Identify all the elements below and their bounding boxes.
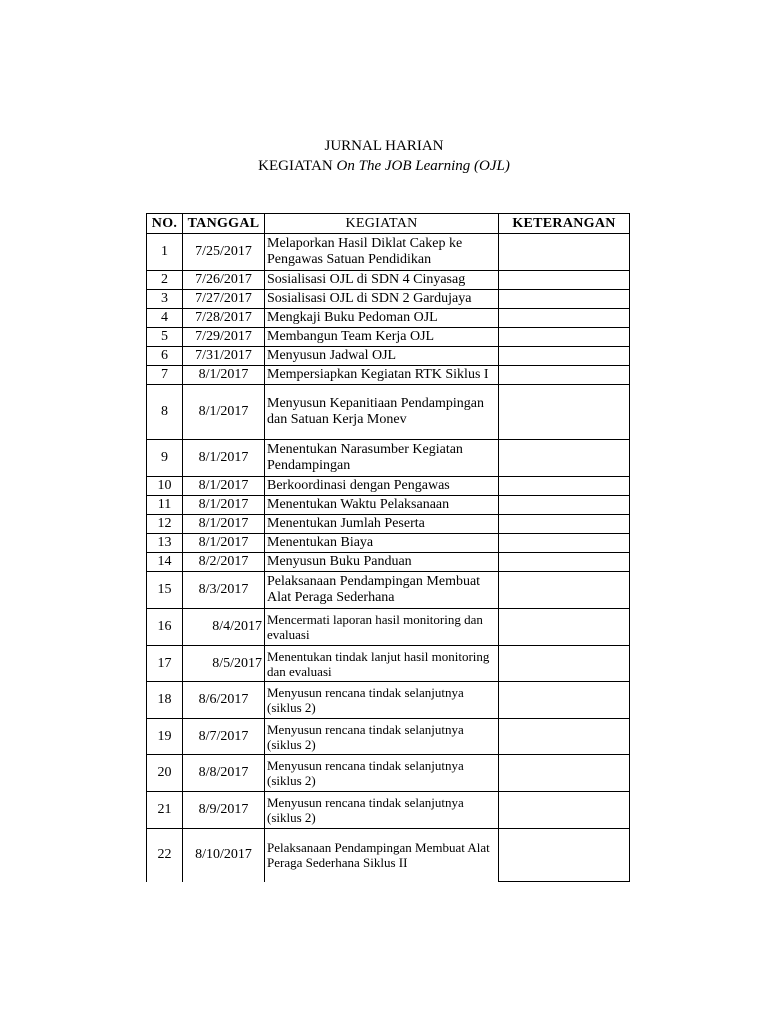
row-activity: Pelaksanaan Pendampingan Membuat Alat Peraga Sederhana Siklus II <box>265 829 499 882</box>
row-activity: Menyusun Jadwal OJL <box>265 347 499 366</box>
row-note <box>499 534 630 553</box>
row-activity: Menentukan tindak lanjut hasil monitoring dan evaluasi <box>265 646 499 682</box>
row-date: 7/29/2017 <box>183 328 265 347</box>
row-activity: Menyusun rencana tindak selanjutnya (siklus 2) <box>265 755 499 792</box>
row-activity: Menyusun rencana tindak selanjutnya (siklus 2) <box>265 719 499 755</box>
table-row <box>147 553 630 572</box>
table-row <box>147 829 630 882</box>
row-date: 7/26/2017 <box>183 271 265 290</box>
row-number: 19 <box>147 719 183 755</box>
row-number: 1 <box>147 234 183 271</box>
row-activity: Sosialisasi OJL di SDN 2 Gardujaya <box>265 290 499 309</box>
row-note <box>499 496 630 515</box>
row-date: 8/1/2017 <box>183 477 265 496</box>
journal-table <box>146 213 630 882</box>
row-date: 8/10/2017 <box>183 829 265 882</box>
row-date: 8/1/2017 <box>183 534 265 553</box>
row-activity: Menyusun rencana tindak selanjutnya (siklus 2) <box>265 792 499 829</box>
row-note <box>499 829 630 882</box>
row-note <box>499 646 630 682</box>
header-no: NO. <box>147 214 183 234</box>
row-number: 18 <box>147 682 183 719</box>
table-body <box>147 234 630 882</box>
row-number: 10 <box>147 477 183 496</box>
row-note <box>499 719 630 755</box>
row-number: 22 <box>147 829 183 882</box>
row-activity: Menyusun Kepanitiaan Pendampingan dan Satuan Kerja Monev <box>265 385 499 440</box>
row-date: 8/5/2017 <box>183 646 265 682</box>
header-note: KETERANGAN <box>499 214 630 234</box>
row-number: 9 <box>147 440 183 477</box>
row-activity: Mencermati laporan hasil monitoring dan evaluasi <box>265 609 499 646</box>
row-activity: Membangun Team Kerja OJL <box>265 328 499 347</box>
row-date: 7/27/2017 <box>183 290 265 309</box>
table-row <box>147 440 630 477</box>
table-row <box>147 309 630 328</box>
row-note <box>499 234 630 271</box>
row-note <box>499 477 630 496</box>
subtitle-prefix: KEGIATAN <box>258 158 333 174</box>
row-date: 8/1/2017 <box>183 515 265 534</box>
row-note <box>499 609 630 646</box>
table-row <box>147 290 630 309</box>
row-note <box>499 366 630 385</box>
table-row <box>147 534 630 553</box>
table-row <box>147 477 630 496</box>
row-date: 8/6/2017 <box>183 682 265 719</box>
row-date: 8/2/2017 <box>183 553 265 572</box>
row-activity: Menentukan Waktu Pelaksanaan <box>265 496 499 515</box>
row-note <box>499 755 630 792</box>
row-number: 17 <box>147 646 183 682</box>
row-date: 8/9/2017 <box>183 792 265 829</box>
row-date: 8/8/2017 <box>183 755 265 792</box>
header-date: TANGGAL <box>183 214 265 234</box>
document-title: JURNAL HARIAN <box>324 138 444 154</box>
table-row <box>147 328 630 347</box>
row-number: 3 <box>147 290 183 309</box>
row-activity: Menentukan Biaya <box>265 534 499 553</box>
row-number: 13 <box>147 534 183 553</box>
table-row <box>147 682 630 719</box>
row-note <box>499 553 630 572</box>
table-row <box>147 719 630 755</box>
table-row <box>147 609 630 646</box>
row-activity: Menentukan Narasumber Kegiatan Pendampingan <box>265 440 499 477</box>
row-number: 2 <box>147 271 183 290</box>
table-row <box>147 347 630 366</box>
table-header-row <box>147 214 630 234</box>
row-note <box>499 385 630 440</box>
table-row <box>147 515 630 534</box>
header-activity: KEGIATAN <box>265 214 499 234</box>
row-activity: Menyusun rencana tindak selanjutnya (siklus 2) <box>265 682 499 719</box>
row-number: 7 <box>147 366 183 385</box>
row-number: 6 <box>147 347 183 366</box>
row-number: 20 <box>147 755 183 792</box>
row-activity: Mengkaji Buku Pedoman OJL <box>265 309 499 328</box>
row-date: 7/28/2017 <box>183 309 265 328</box>
row-number: 14 <box>147 553 183 572</box>
table-row <box>147 755 630 792</box>
table-row <box>147 385 630 440</box>
row-note <box>499 440 630 477</box>
row-note <box>499 328 630 347</box>
row-activity: Menentukan Jumlah Peserta <box>265 515 499 534</box>
table-row <box>147 271 630 290</box>
row-number: 8 <box>147 385 183 440</box>
row-activity: Mempersiapkan Kegiatan RTK Siklus I <box>265 366 499 385</box>
row-date: 8/1/2017 <box>183 385 265 440</box>
row-activity: Menyusun Buku Panduan <box>265 553 499 572</box>
table-row <box>147 572 630 609</box>
row-date: 8/1/2017 <box>183 440 265 477</box>
row-activity: Berkoordinasi dengan Pengawas <box>265 477 499 496</box>
row-note <box>499 309 630 328</box>
row-number: 11 <box>147 496 183 515</box>
row-note <box>499 290 630 309</box>
row-note <box>499 682 630 719</box>
row-note <box>499 792 630 829</box>
row-number: 4 <box>147 309 183 328</box>
row-note <box>499 347 630 366</box>
row-activity: Melaporkan Hasil Diklat Cakep ke Pengawas Satuan Pendidikan <box>265 234 499 271</box>
document-subtitle <box>0 158 768 175</box>
subtitle-italic: On The JOB Learning (OJL) <box>336 158 510 174</box>
row-number: 15 <box>147 572 183 609</box>
row-date: 8/3/2017 <box>183 572 265 609</box>
row-date: 8/1/2017 <box>183 496 265 515</box>
row-activity: Sosialisasi OJL di SDN 4 Cinyasag <box>265 271 499 290</box>
table-row <box>147 646 630 682</box>
row-number: 12 <box>147 515 183 534</box>
row-note <box>499 572 630 609</box>
row-number: 16 <box>147 609 183 646</box>
table-row <box>147 234 630 271</box>
row-note <box>499 271 630 290</box>
row-number: 21 <box>147 792 183 829</box>
row-date: 8/7/2017 <box>183 719 265 755</box>
table-row <box>147 366 630 385</box>
row-note <box>499 515 630 534</box>
table-row <box>147 792 630 829</box>
row-date: 8/4/2017 <box>183 609 265 646</box>
row-date: 8/1/2017 <box>183 366 265 385</box>
row-date: 7/31/2017 <box>183 347 265 366</box>
row-date: 7/25/2017 <box>183 234 265 271</box>
row-activity: Pelaksanaan Pendampingan Membuat Alat Peraga Sederhana <box>265 572 499 609</box>
row-number: 5 <box>147 328 183 347</box>
table-row <box>147 496 630 515</box>
